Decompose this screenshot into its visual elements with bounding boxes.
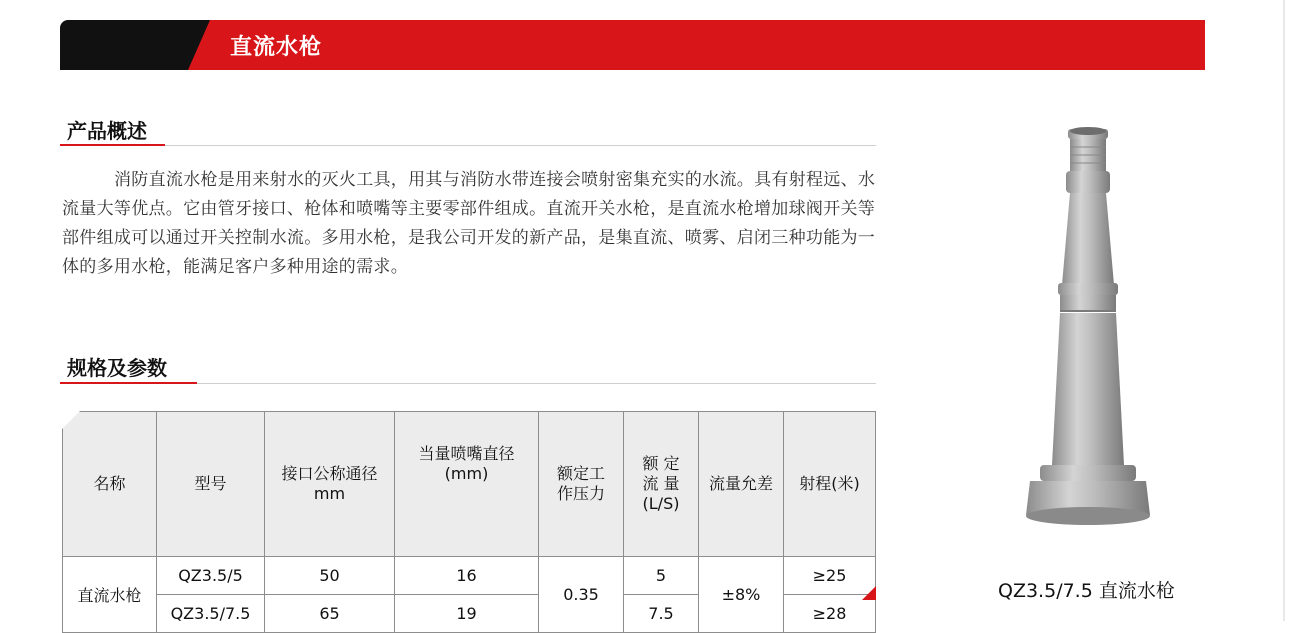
banner-black-block [60, 20, 210, 70]
header-interface-line1: 接口公称通径 [281, 464, 378, 483]
header-pressure-line1: 额定工 [556, 464, 605, 483]
cell-range: ≥25 [784, 557, 876, 595]
header-pressure-line2: 作压力 [556, 484, 605, 503]
header-flow-line2: 流 量 [642, 474, 680, 493]
header-pressure [539, 412, 624, 557]
overview-heading: 产品概述 [67, 119, 147, 143]
cell-model: QZ3.5/5 [157, 557, 265, 595]
header-model: 型号 [157, 412, 265, 557]
overview-divider [60, 145, 876, 146]
header-flow [624, 412, 699, 557]
cell-model: QZ3.5/7.5 [157, 595, 265, 633]
table-row [63, 557, 876, 595]
header-flow-line1: 额 定 [642, 454, 680, 473]
header-interface [265, 412, 395, 557]
cell-flow: 7.5 [624, 595, 699, 633]
cell-interface: 50 [265, 557, 395, 595]
specs-accent [60, 382, 197, 384]
cell-tolerance: ±8% [699, 557, 784, 633]
specs-heading: 规格及参数 [67, 356, 167, 380]
cell-range: ≥28 [784, 595, 876, 633]
cell-nozzle: 16 [395, 557, 539, 595]
header-nozzle-line2: (mm) [444, 464, 489, 483]
header-banner [60, 20, 1205, 70]
table-header-row [63, 412, 876, 557]
header-tolerance: 流量允差 [699, 412, 784, 557]
spec-table [62, 411, 876, 633]
overview-accent [60, 144, 165, 146]
product-caption: QZ3.5/7.5 直流水枪 [998, 580, 1175, 602]
header-nozzle-line1: 当量喷嘴直径 [418, 444, 515, 463]
right-edge-divider [1283, 0, 1285, 621]
fire-nozzle-image [1018, 125, 1158, 555]
cell-pressure: 0.35 [539, 557, 624, 633]
header-interface-line2: mm [313, 484, 346, 503]
cell-nozzle: 19 [395, 595, 539, 633]
header-name: 名称 [63, 412, 157, 557]
header-nozzle [395, 412, 539, 557]
overview-text: 消防直流水枪是用来射水的灭火工具，用其与消防水带连接会喷射密集充实的水流。具有射程远、水流量大等优点。它由管牙接口、枪体和喷嘴等主要零部件组成。直流开关水枪，是直流水枪增加球阀开关等部件组成可以通过开关控制水流。多用水枪，是我公司开发的新产品，是集直流、喷雾、启闭三种功能为一体的多用水枪，能满足客户多种用途的需求。 [62, 170, 876, 277]
banner-title: 直流水枪 [230, 35, 323, 60]
cell-product-name: 直流水枪 [63, 557, 157, 633]
header-flow-line3: (L/S) [642, 494, 680, 513]
cell-flow: 5 [624, 557, 699, 595]
banner-red-bar [188, 20, 1205, 70]
cell-interface: 65 [265, 595, 395, 633]
header-range: 射程(米) [784, 412, 876, 557]
